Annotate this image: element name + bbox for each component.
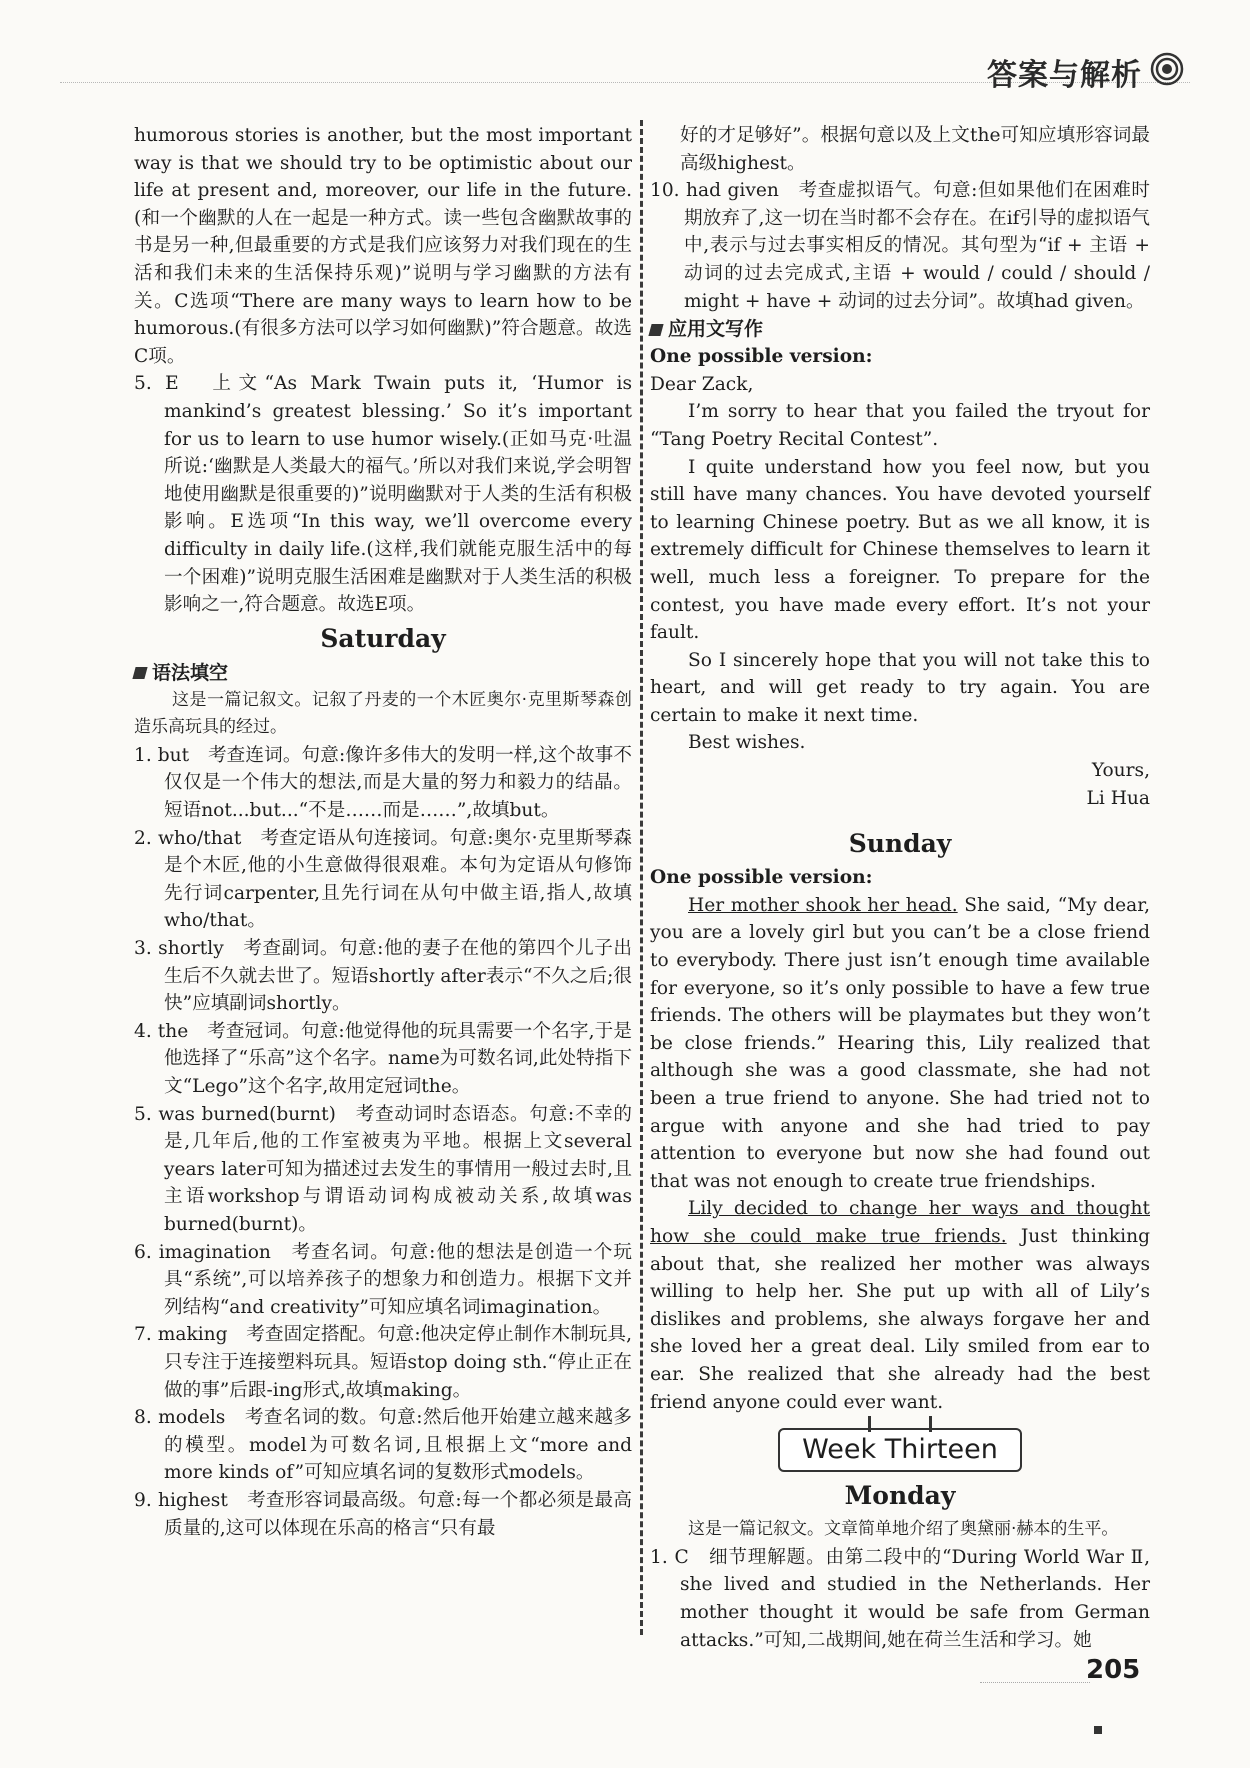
version-label: One possible version: — [650, 346, 873, 368]
paragraph: humorous stories is another, but the most important way is that we should try to be optimistic about our life at present and, moreover, our life in the future. (和一个幽默的人在一起是一种方式。读一些包含幽默故事的书是另一种,但最重要的方式是我们应该努力对我们现在的生活和我们未来的生活保持乐观)”说明与学习幽默的方法有关。C选项“There are many ways to learn how to be humorous.(有很多方法可以学习如何幽默)”符合题意。故选C项。 — [134, 125, 632, 367]
story-paragraph — [650, 892, 1150, 1196]
left-column — [134, 122, 632, 1542]
day-title-sunday: Sunday — [848, 829, 952, 859]
letter-greeting: Dear Zack, — [650, 373, 754, 395]
story-text: Just thinking about that, she realized her mother was always willing to help her. She put up with all of Lily’s dislikes and problems, she always forgave her and she loved her a great deal. Lily smiled from ear to ear. She realized that she already had the best friend anyone could ever want. — [650, 1225, 1150, 1413]
answer-item: 4. the 考查冠词。句意:他觉得他的玩具需要一个名字,于是他选择了“乐高”这个名字。name为可数名词,此处特指下文“Lego”这个名字,故用定冠词the。 — [134, 1020, 632, 1097]
page-number: 205 — [1086, 1655, 1141, 1685]
answer-item: 10. had given 考查虚拟语气。句意:但如果他们在困难时期放弃了,这一切在当时都不会存在。在if引导的虚拟语气中,表示与过去事实相反的情况。其句型为“if + 主语 + 动词的过去完成式,主语 + would / could / should / might + have + 动词的过去分词”。故填had given。 — [650, 180, 1150, 312]
week-banner: Week Thirteen — [778, 1428, 1022, 1472]
answer-item: 7. making 考查固定搭配。句意:他决定停止制作木制玩具,只专注于连接塑料玩具。短语stop doing sth.“停止正在做的事”后跟-ing形式,故填making。 — [134, 1324, 632, 1401]
right-column — [650, 122, 1150, 1654]
letter-paragraph: I’m sorry to hear that you failed the tryout for “Tang Poetry Recital Contest”. — [650, 401, 1150, 450]
header-title: 答案与解析 — [987, 58, 1142, 93]
letter-paragraph: I quite understand how you feel now, but you still have many chances. You have devoted yourself to learning Chinese poetry. But as we all know, it is extremely difficult for Chinese themselves to learn it well, much less a foreigner. To prepare for the contest, you have made every effort. It’s not your fault. — [650, 456, 1150, 644]
day-title-saturday: Saturday — [320, 623, 446, 653]
day-title-monday: Monday — [844, 1481, 956, 1511]
answer-item: 9. highest 考查形容词最高级。句意:每一个都必须是最高质量的,这可以体现在乐高的格言“只有最 — [134, 1489, 632, 1539]
underlined-sentence: Her mother shook her head. — [688, 894, 958, 916]
answer-item: 3. shortly 考查副词。句意:他的妻子在他的第四个儿子出生后不久就去世了。短语shortly after表示“不久之后;很快”应填副词shortly。 — [134, 938, 632, 1015]
answer-item: 1. C 细节理解题。由第二段中的“During World War Ⅱ, she lived and studied in the Netherlands. Her mother thought it would be safe from German attacks.”可知,二战期间,她在荷兰生活和学习。她 — [650, 1546, 1150, 1651]
section-heading — [134, 659, 632, 687]
answer-item: 1. but 考查连词。句意:像许多伟大的发明一样,这个故事不仅仅是一个伟大的想法,而是大量的努力和毅力的结晶。短语not...but...“不是……而是……”,故填but。 — [134, 744, 632, 822]
story-paragraph — [650, 1195, 1150, 1416]
version-label: One possible version: — [650, 867, 873, 889]
section-heading-label: 语法填空 — [152, 661, 229, 684]
section-heading-label: 应用文写作 — [668, 318, 764, 341]
section-heading — [650, 315, 1150, 343]
answer-item: 6. imagination 考查名词。句意:他的想法是创造一个玩具“系统”,可以培养孩子的想象力和创造力。根据下文并列结构“and creativity”可知应填名词imagination。 — [134, 1241, 632, 1318]
section-intro: 这是一篇记叙文。文章简单地介绍了奥黛丽·赫本的生平。 — [688, 1519, 1119, 1540]
letter-paragraph: So I sincerely hope that you will not take this to heart, and will get ready to try again. You are certain to make it next time. — [650, 649, 1150, 726]
column-divider — [640, 120, 643, 1635]
answer-item: 2. who/that 考查定语从句连接词。句意:奥尔·克里斯琴森是个木匠,他的小生意做得很艰难。本句为定语从句修饰先行词carpenter,且先行词在从句中做主语,指人,故填who/that。 — [134, 827, 632, 932]
letter-closing: Best wishes. — [688, 732, 806, 754]
letter-signature: Li Hua — [1086, 787, 1150, 809]
answer-item: 5. E 上文“As Mark Twain puts it, ‘Humor is mankind’s greatest blessing.’ So it’s important for us to learn to use humor wisely.(正如马克·吐温所说:‘幽默是人类最大的福气。’所以对我们来说,学会明智地使用幽默是很重要的)”说明幽默对于人类的生活有积极影响。E选项“In this way, we’ll overcome every difficulty in daily life.(这样,我们就能克服生活中的每一个困难)”说明克服生活困难是幽默对于人类生活的积极影响之一,符合题意。故选E项。 — [134, 373, 632, 616]
section-intro: 这是一篇记叙文。记叙了丹麦的一个木匠奥尔·克里斯琴森创造乐高玩具的经过。 — [134, 689, 632, 738]
underlined-sentence: Lily decided to change her ways and thought how she could make true friends. — [650, 1198, 1150, 1247]
footer-dot — [1094, 1726, 1102, 1734]
paragraph: 好的才足够好”。根据句意以及上文the可知应填形容词最高级highest。 — [680, 125, 1150, 174]
story-text: She said, “My dear, you are a lovely girl but you can’t be a close friend to everybody. There just isn’t enough time available for everyone, so it’s only possible to have a few true friends. The others will be playmates but they won’t be close friends.” Hearing this, Lily realized that although she was a good classmate, she had not been a true friend to anyone. She had tried not to argue with anyone and she had tried to pay attention to everyone but now she had found out that was not enough to create true friendships. — [650, 894, 1150, 1192]
letter-signoff: Yours, — [1091, 760, 1150, 782]
answer-item: 5. was burned(burnt) 考查动词时态语态。句意:不幸的是,几年后,他的工作室被夷为平地。根据上文several years later可知为描述过去发生的事情用一般过去时,且主语workshop与谓语动词构成被动关系,故填was burned(burnt)。 — [134, 1103, 632, 1235]
footer-rule — [980, 1682, 1090, 1683]
target-icon — [1150, 52, 1184, 86]
answer-item: 8. models 考查名词的数。句意:然后他开始建立越来越多的模型。model为可数名词,且根据上文“more and more kinds of”可知应填名词的复数形式models。 — [134, 1407, 632, 1484]
